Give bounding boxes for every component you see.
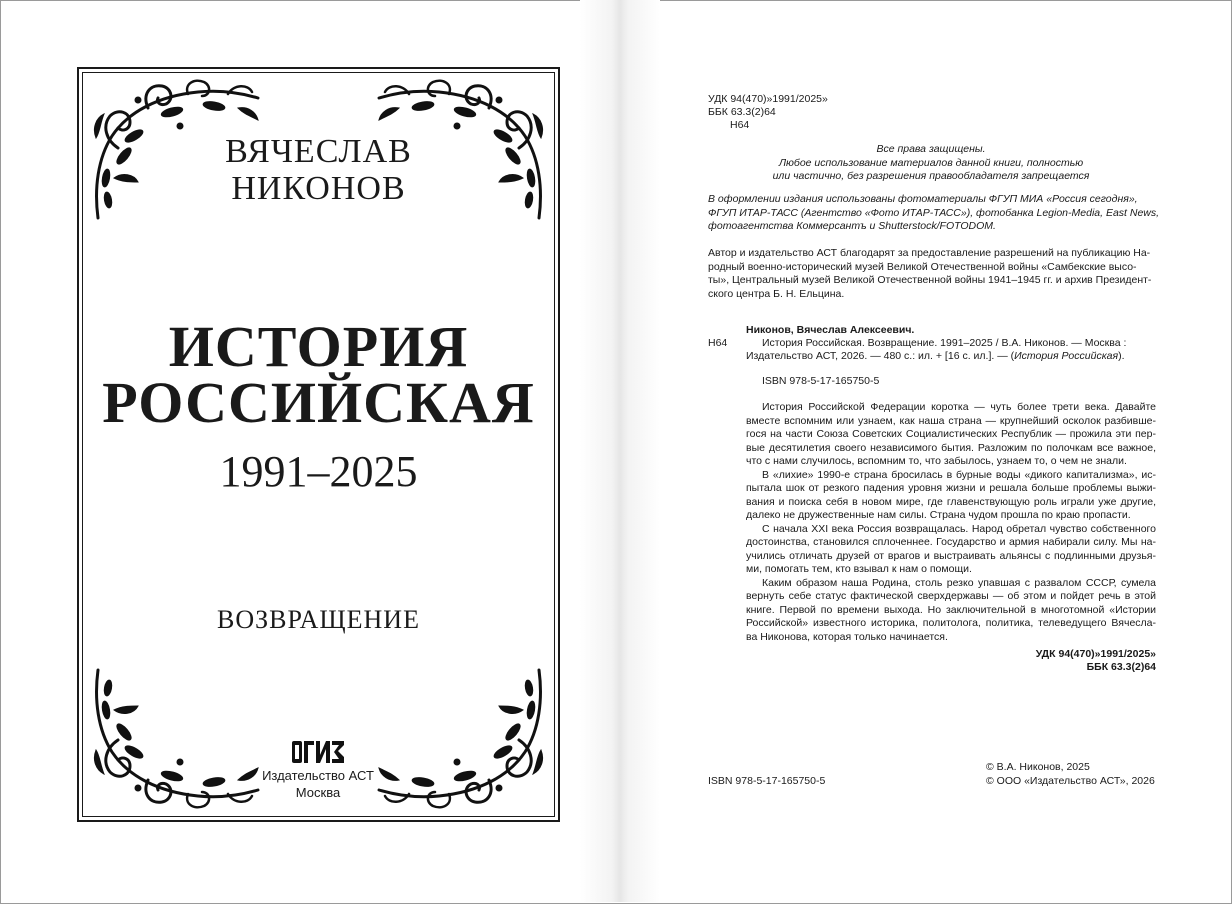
credits-line: фотоагентства Коммерсантъ и Shutterstock/FOTODOM.: [708, 220, 996, 232]
isbn-footer: ISBN 978-5-17-165750-5: [708, 775, 826, 787]
annotation-line: далеко не дружественные нам силы. Страна чудом прошла по краю пропасти.: [746, 509, 1131, 521]
publisher-name: Издательство АСТ: [262, 768, 374, 783]
thanks-line: ского центра Б. Н. Ельцина.: [708, 287, 845, 300]
annotation-line: достоинства, становился сплоченнее. Государство и армия набирали силу. Мы на-: [746, 536, 1156, 548]
annotation-paragraph: [746, 577, 1156, 645]
bbk-code-bold: ББК 63.3(2)64: [1086, 661, 1156, 673]
annotation-line: ва Никонова, которая только начинается.: [746, 630, 948, 643]
catalog-series: История Российская: [1014, 350, 1119, 362]
author-sign: Н64: [730, 119, 750, 131]
annotation-line: книге. Первой по времени выхода. Но заключительной в многотомной «Истории: [746, 603, 1156, 616]
book-gutter: [580, 0, 660, 902]
bbk-code: ББК 63.3(2)64: [708, 106, 776, 118]
catalog-heading: Никонов, Вячеслав Алексеевич.: [746, 324, 915, 336]
udk-code-bold: УДК 94(470)»1991/2025»: [1035, 648, 1156, 660]
book-title-line1: ИСТОРИЯ: [168, 314, 469, 379]
catalog-sign: Н64: [708, 337, 728, 349]
catalog-description-line2: [746, 350, 1125, 364]
copyright-author: © В.А. Никонов, 2025: [986, 761, 1090, 773]
thanks-line: родный военно-исторический музей Великой Отечественной войны «Самбекские высо-: [708, 260, 1137, 273]
catalog-isbn: ISBN 978-5-17-165750-5: [762, 375, 880, 387]
photo-credits: [708, 193, 1160, 234]
credits-line: В оформлении издания использованы фотоматериалы ФГУП МИА «Россия сегодня»,: [708, 193, 1138, 205]
annotation-line: вания и поиска себя в новом мире, где главенствующую роль играли уже другие,: [746, 495, 1156, 508]
book-years: 1991–2025: [219, 447, 418, 496]
annotation-paragraph: [746, 401, 1156, 469]
annotation-line: С начала XXI века Россия возвращалась. Народ обретал чувство собственного: [762, 522, 1156, 535]
annotation-line: В «лихие» 1990-е страна бросилась в бурные воды «дикого капитализма», ис-: [762, 468, 1156, 481]
annotation-paragraph: [746, 469, 1156, 523]
annotation-line: что с нами случилось, вспомним то, что забылось, узнаем то, о чем не знали.: [746, 455, 1127, 467]
author-first-name: ВЯЧЕСЛАВ: [225, 133, 412, 170]
annotation-line: учились отличать друзей от врагов и выстраивать альянсы с подлинными друзья-: [746, 549, 1156, 562]
rights-line: или частично, без разрешения правообладателя запрещается: [772, 170, 1090, 182]
rights-notice: [708, 143, 1154, 184]
annotation-line: вместе вспомним или узнаем, как наша страна — крупнейший осколок разбивше-: [746, 414, 1156, 427]
rights-line: Любое использование материалов данной книги, полностью: [778, 156, 1084, 169]
annotation-line: ми, помогать тем, кто взывал к нам о помощи.: [746, 563, 972, 575]
annotation-line: вернуть себе статус фактической сверхдержавы — об этом и пойдет речь в этой: [746, 590, 1156, 602]
author-last-name: НИКОНОВ: [231, 170, 406, 207]
udk-code: УДК 94(470)»1991/2025»: [708, 93, 828, 105]
annotation-line: Российской» известного историка, политолога, политика, телеведущего Вячесла-: [746, 617, 1156, 629]
credits-line: ФГУП ИТАР-ТАСС (Агентство «Фото ИТАР-ТАСС»), фотобанка Legion-Media, East News,: [708, 206, 1160, 219]
acknowledgements: [708, 247, 1160, 301]
annotation-paragraph: [746, 523, 1156, 577]
catalog-description-text: Издательство АСТ, 2026. — 480 с.: ил. + [16 с. ил.]. — (: [746, 350, 1015, 362]
annotation: [746, 401, 1156, 644]
thanks-line: ты», Центральный музей Великой Отечественной войны 1941–1945 гг. и архив Президент-: [708, 274, 1152, 286]
book-subtitle: ВОЗВРАЩЕНИЕ: [217, 605, 420, 634]
annotation-line: Каким образом наша Родина, столь резко упавшая с развалом СССР, сумела: [762, 576, 1156, 589]
book-title-line2: РОССИЙСКАЯ: [102, 370, 535, 435]
annotation-line: вые десятилетия своего независимого бытия. Разложим по полочкам все важное,: [746, 441, 1156, 454]
annotation-line: История Российской Федерации коротка — чуть более трети века. Давайте: [762, 401, 1156, 413]
annotation-line: гося на части Союза Советских Социалистических Республик — прожила эти пер-: [746, 428, 1156, 440]
thanks-line: Автор и издательство АСТ благодарят за предоставление разрешений на публикацию На-: [708, 247, 1151, 259]
copyright-publisher: © ООО «Издательство АСТ», 2026: [986, 775, 1155, 787]
ogiz-logo-icon: [292, 739, 344, 765]
publisher-city: Москва: [295, 785, 341, 800]
catalog-description-end: ).: [1118, 350, 1125, 362]
annotation-line: пытала шок от резкого падения уровня жизни и решала больше проблемы выжи-: [746, 482, 1156, 494]
rights-line: Все права защищены.: [876, 143, 986, 155]
catalog-description-line1: История Российская. Возвращение. 1991–2025 / В.А. Никонов. — Москва :: [762, 337, 1127, 349]
